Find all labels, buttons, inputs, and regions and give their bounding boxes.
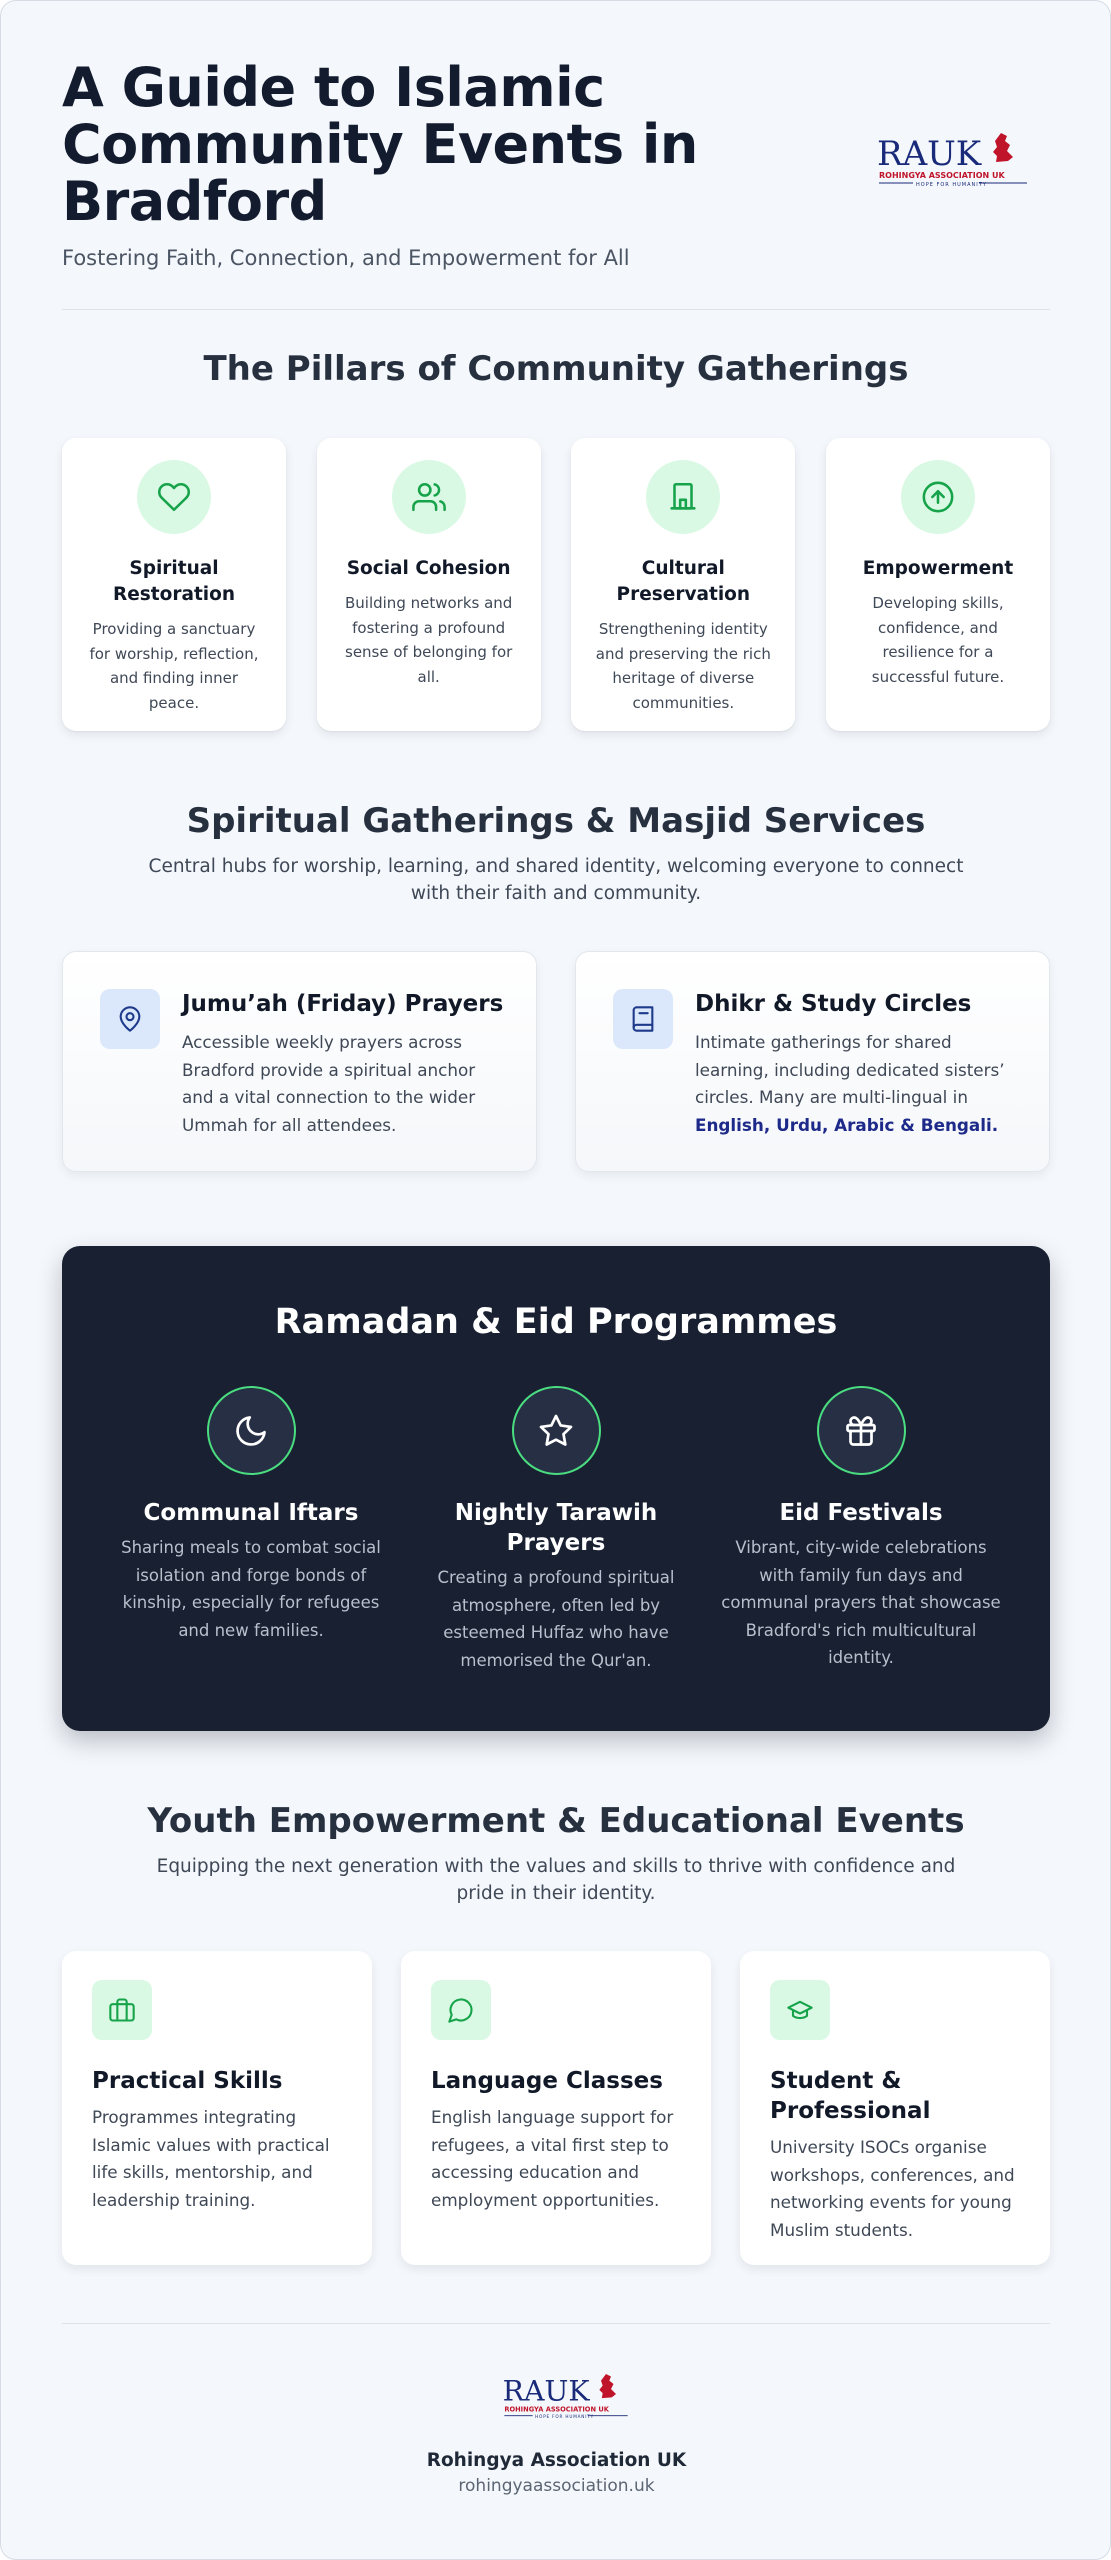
pillar-card-spiritual-restoration <box>62 438 286 731</box>
youth-card-language-classes <box>401 1951 711 2265</box>
masjid-subtitle: Central hubs for worship, learning, and shared identity, welcoming everyone to connect with their faith and community. <box>148 856 964 904</box>
masjid-card-text-body: Intimate gatherings for shared learning, including dedicated sisters’ circles. Many are multi-lingual in <box>695 1032 1005 1107</box>
rauk-logo-graphic <box>851 121 1031 205</box>
youth-subtitle: Equipping the next generation with the values and skills to thrive with confidence and pride in their identity. <box>156 1856 956 1904</box>
pillar-text: Providing a sanctuary for worship, reflection, and finding inner peace. <box>89 620 259 712</box>
youth-card-student-professional <box>740 1951 1050 2265</box>
ramadan-item-text: Vibrant, city-wide celebrations with family fun days and communal prayers that showcase Bradford's rich multicultural identity. <box>721 1538 1001 1667</box>
ramadan-panel <box>62 1246 1050 1731</box>
pillar-title: Cultural Preservation <box>616 558 751 605</box>
pillar-card-cultural-preservation <box>571 438 795 731</box>
landmark-icon <box>646 460 720 534</box>
briefcase-icon <box>92 1980 152 2040</box>
ramadan-item-title: Eid Festivals <box>779 1500 943 1526</box>
youth-card-title: Language Classes <box>431 2068 663 2094</box>
header-divider <box>62 309 1050 310</box>
footer-organization-name: Rohingya Association UK <box>426 2450 687 2471</box>
svg-text:RAUK: RAUK <box>502 2374 590 2408</box>
heart-icon <box>137 460 211 534</box>
users-icon <box>392 460 466 534</box>
ramadan-item-text: Sharing meals to combat social isolation and forge bonds of kinship, especially for refugees and new families. <box>121 1538 381 1640</box>
youth-cards <box>62 1951 1050 2265</box>
svg-text:HOPE FOR HUMANITY: HOPE FOR HUMANITY <box>535 2414 595 2420</box>
footer-logo <box>481 2364 631 2434</box>
ramadan-title: Ramadan & Eid Programmes <box>274 1302 838 1342</box>
star-icon <box>512 1386 601 1475</box>
gift-icon <box>817 1386 906 1475</box>
footer-divider <box>62 2323 1050 2324</box>
pillar-title: Spiritual Restoration <box>112 558 236 605</box>
message-circle-icon <box>431 1980 491 2040</box>
graduation-cap-icon <box>770 1980 830 2040</box>
page-title: A Guide to Islamic Community Events in Bradford <box>62 56 698 233</box>
ramadan-item-title: Communal Iftars <box>143 1500 359 1526</box>
youth-card-text: English language support for refugees, a vital first step to accessing education and employment opportunities. <box>431 2107 674 2210</box>
masjid-title: Spiritual Gatherings & Masjid Services <box>186 801 926 841</box>
arrow-up-circle-icon <box>901 460 975 534</box>
masjid-card-title: Dhikr & Study Circles <box>695 991 972 1017</box>
footer-logo-graphic <box>481 2364 631 2434</box>
pillar-card-empowerment <box>826 438 1050 731</box>
masjid-card-title: Jumu’ah (Friday) Prayers <box>182 991 504 1017</box>
ramadan-item-eid <box>716 1386 1006 1672</box>
youth-card-text: Programmes integrating Islamic values with practical life skills, mentorship, and leadership training. <box>92 2107 330 2210</box>
pillar-text: Developing skills, confidence, and resilience for a successful future. <box>871 594 1005 686</box>
youth-card-text: University ISOCs organise workshops, conferences, and networking events for young Muslim students. <box>770 2137 1015 2240</box>
ramadan-item-tarawih <box>411 1386 701 1674</box>
masjid-card-jumuah <box>62 951 537 1172</box>
pillars-grid <box>62 438 1050 731</box>
pillar-title: Social Cohesion <box>346 558 511 579</box>
pillar-text: Strengthening identity and preserving the rich heritage of diverse communities. <box>595 620 771 712</box>
map-pin-icon <box>100 989 160 1049</box>
pillars-title: The Pillars of Community Gatherings <box>203 349 909 389</box>
footer-website-link[interactable]: rohingyaassociation.uk <box>458 2476 655 2496</box>
pillar-title: Empowerment <box>862 558 1014 579</box>
languages-highlight: English, Urdu, Arabic & Bengali. <box>695 1114 999 1135</box>
pillar-card-social-cohesion <box>317 438 541 731</box>
youth-card-title: Practical Skills <box>92 2068 283 2094</box>
svg-text:RAUK: RAUK <box>877 134 982 174</box>
pillar-text: Building networks and fostering a profound sense of belonging for all. <box>344 594 513 686</box>
youth-title: Youth Empowerment & Educational Events <box>147 1801 965 1841</box>
masjid-card-dhikr <box>575 951 1050 1172</box>
ramadan-item-text: Creating a profound spiritual atmosphere, often led by esteemed Huffaz who have memorised the Qur'an. <box>437 1568 675 1670</box>
masjid-cards <box>62 951 1050 1172</box>
page-subtitle: Fostering Faith, Connection, and Empowerment for All <box>62 246 630 270</box>
ramadan-item-iftars <box>106 1386 396 1644</box>
youth-card-practical-skills <box>62 1951 372 2265</box>
rauk-logo <box>851 121 1031 205</box>
masjid-card-text: Accessible weekly prayers across Bradford provide a spiritual anchor and a vital connection to the wider Ummah for all attendees. <box>182 1032 476 1135</box>
svg-text:ROHINGYA ASSOCIATION UK: ROHINGYA ASSOCIATION UK <box>504 2405 609 2414</box>
ramadan-item-title: Nightly Tarawih Prayers <box>454 1500 658 1556</box>
svg-text:ROHINGYA ASSOCIATION UK: ROHINGYA ASSOCIATION UK <box>879 171 1005 180</box>
svg-text:HOPE FOR HUMANITY: HOPE FOR HUMANITY <box>916 182 987 188</box>
moon-icon <box>207 1386 296 1475</box>
masjid-card-text <box>695 1029 1019 1139</box>
book-icon <box>613 989 673 1049</box>
youth-card-title: Student & Professional <box>770 2068 931 2124</box>
